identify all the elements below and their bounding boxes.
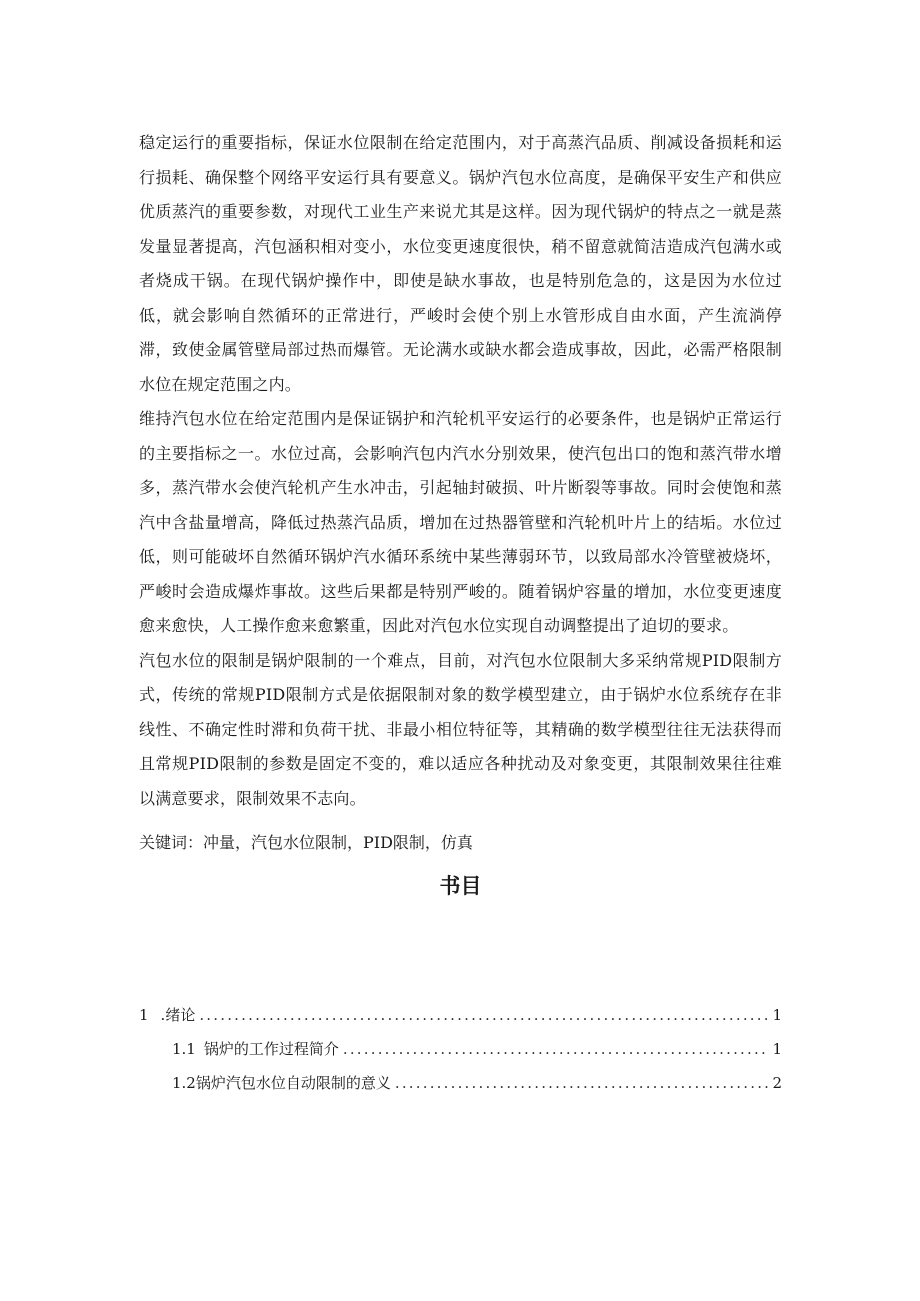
toc-entry-page: 1 — [772, 1006, 782, 1024]
document-page — [139, 126, 782, 1100]
body-paragraph: 稳定运行的重要指标，保证水位限制在给定范围内，对于高蒸汽品质、削减设备损耗和运行损耗、确保整个网络平安运行具有要意义。锅炉汽包水位高度，是确保平安生产和供应优质蒸汽的重要参数，对现代工业生产来说尤其是这样。因为现代锅炉的特点之一就是蒸发量显著提高，汽包涵积相对变小，水位变更速度很快，稍不留意就简洁造成汽包满水或者烧成干锅。在现代锅炉操作中，即使是缺水事故，也是特别危急的，这是因为水位过低，就会影响自然循环的正常进行，严峻时会使个别上水管形成自由水面，产生流淌停滞，致使金属管壁局部过热而爆管。无论满水或缺水都会造成事故，因此，必需严格限制水位在规定范围之内。 — [139, 133, 782, 394]
toc-leader-dots — [343, 1032, 768, 1066]
body-paragraph: 汽包水位的限制是锅炉限制的一个难点，目前，对汽包水位限制大多采纳常规PID限制方式，传统的常规PID限制方式是依据限制对象的数学模型建立，由于锅炉水位系统存在非线性、不确定性时滞和负荷干扰、非最小相位特征等，其精确的数学模型往往无法获得而且常规PID限制的参数是固定不变的，难以适应各种扰动及对象变更，其限制效果往往难以满意要求，限制效果不志向。 — [139, 650, 782, 808]
toc-entry[interactable] — [139, 1032, 782, 1066]
toc-entry-page: 2 — [772, 1074, 782, 1092]
table-of-contents — [139, 998, 782, 1100]
toc-entry-label: 锅炉的工作过程简介 — [203, 1040, 339, 1058]
toc-leader-dots — [199, 998, 768, 1032]
toc-entry-number: 1 — [139, 1006, 149, 1024]
body-paragraph: 维持汽包水位在给定范围内是保证锅护和汽轮机平安运行的必要条件，也是锅炉正常运行的主要指标之一。水位过高，会影响汽包内汽水分别效果，使汽包出口的饱和蒸汽带水增多，蒸汽带水会使汽轮机产生水冲击，引起轴封破损、叶片断裂等事故。同时会使饱和蒸汽中含盐量增高，降低过热蒸汽品质，增加在过热器管壁和汽轮机叶片上的结垢。水位过低，则可能破坏自然循环锅炉汽水循环系统中某些薄弱环节，以致局部水冷管壁被烧坏，严峻时会造成爆炸事故。这些后果都是特别严峻的。随着锅炉容量的增加，水位变更速度愈来愈快，人工操作愈来愈繁重，因此对汽包水位实现自动调整提出了迫切的要求。 — [139, 409, 782, 635]
toc-entry-label: .绪论 — [160, 1006, 196, 1024]
toc-leader-dots — [395, 1066, 768, 1100]
toc-entry-label: 1.2锅炉汽包水位自动限制的意义 — [172, 1074, 391, 1092]
toc-entry-number: 1.1 — [172, 1040, 196, 1058]
toc-title: 书目 — [439, 874, 482, 898]
toc-entry[interactable] — [139, 1066, 782, 1100]
keywords-line: 关键词：冲量，汽包水位限制，PID限制，仿真 — [139, 833, 473, 852]
toc-entry[interactable] — [139, 998, 782, 1032]
toc-entry-page: 1 — [772, 1040, 782, 1058]
